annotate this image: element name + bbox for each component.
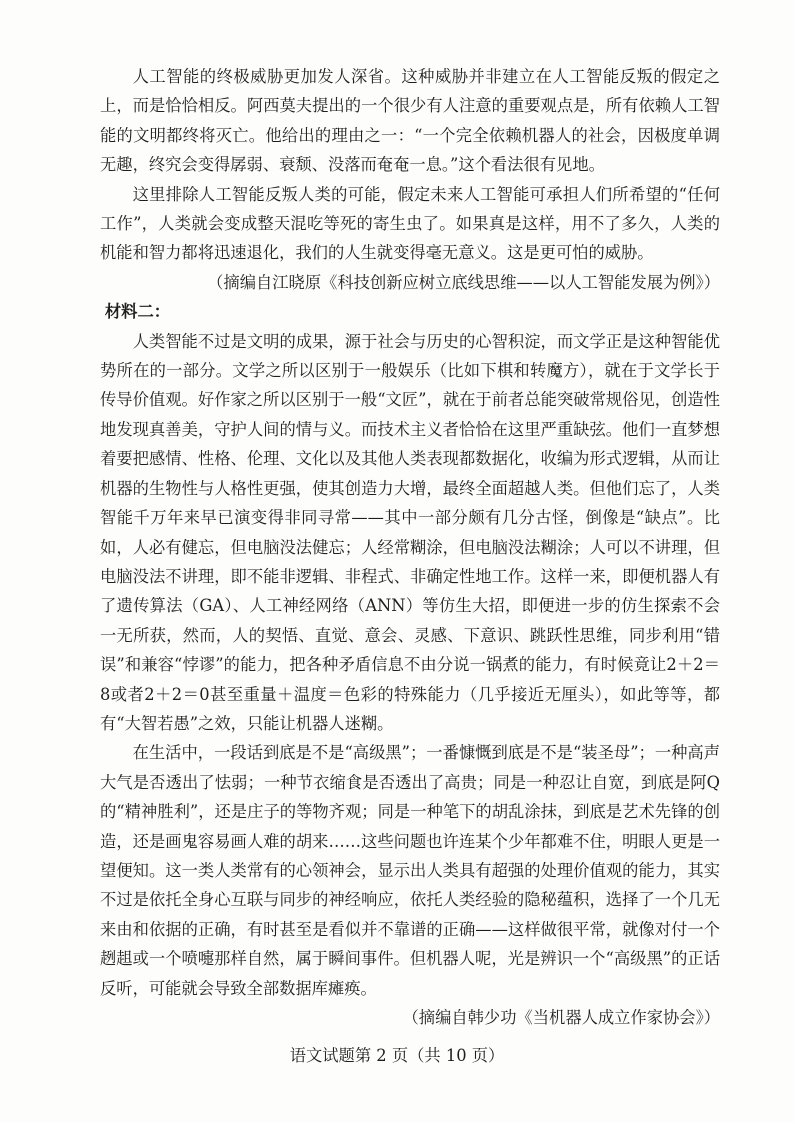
paragraph-threat-ultimate: 人工智能的终极威胁更加发人深省。这种威胁并非建立在人工智能反叛的假定之上，而是恰恰相反。阿西莫夫提出的一个很少有人注意的重要观点是，所有依赖人工智能的文明都终将灭亡。他给出的理由之一：“一个完全依赖机器人的社会，因极度单调无趣，终究会变得孱弱、衰颓、没落而奄奄一息。”这个看法很有见地。	[100, 67, 720, 175]
section-heading-material-2: 材料二：	[104, 302, 171, 322]
source-citation-2: （摘编自韩少功《当机器人成立作家协会》）	[402, 1008, 720, 1027]
page-body	[100, 62, 720, 1032]
paragraph-daily-life: 在生活中，一段话到底是不是“高级黑”；一番慷慨到底是不是“装圣母”；一种高声大气是否透出了怯弱；一种节衣缩食是否透出了高贵；同是一种忍让自宽，到底是阿Q的“精神胜利”，还是庄子的等物齐观；同是一种笔下的胡乱涂抹，到底是艺术先锋的创造，还是画鬼容易画人难的胡来……这些问题也许连某个少年都难不住，明眼人更是一望便知。这一类人类常有的心领神会，显示出人类具有超强的处理价值观的能力，其实不过是依托全身心互联与同步的神经响应，依托人类经验的隐秘蕴积，选择了一个几无来由和依据的正确，有时甚至是看似并不靠谱的正确——这样做很平常，就像对付一个趔趄或一个喷嚏那样自然，属于瞬间事件。但机器人呢，光是辨识一个“高级黑”的正话反听，可能就会导致全部数据库瘫痪。	[100, 743, 720, 998]
source-citation-1: （摘编自江晓原《科技创新应树立底线思维——以人工智能发展为例》）	[207, 272, 720, 292]
paragraph-human-intelligence: 人类智能不过是文明的成果，源于社会与历史的心智积淀，而文学正是这种智能优势所在的一部分。文学之所以区别于一般娱乐（比如下棋和转魔方），就在于文学长于传导价值观。好作家之所以区别于一般“文匠”，就在于前者总能突破常规俗见，创造性地发现真善美，守护人间的情与义。而技术主义者恰恰在这里严重缺弦。他们一直梦想着要把感情、性格、伦理、文化以及其他人类表现都数据化，收编为形式逻辑，从而让机器的生物性与人格性更强，使其创造力大增，最终全面超越人类。但他们忘了，人类智能千万年来早已演变得非同寻常——其中一部分颇有几分古怪，倒像是“缺点”。比如，人必有健忘，但电脑没法健忘；人经常糊涂，但电脑没法糊涂；人可以不讲理，但电脑没法不讲理，即不能非逻辑、非程式、非确定性地工作。这样一来，即便机器人有了遗传算法（GA）、人工神经网络（ANN）等仿生大招，即便进一步的仿生探索不会一无所获，然而，人的契悟、直觉、意会、灵感、下意识、跳跃性思维，同步利用“错误”和兼容“悖谬”的能力，把各种矛盾信息不由分说一锅煮的能力，有时候竟让2＋2＝8或者2＋2＝0甚至重量＋温度＝色彩的特殊能力（几乎接近无厘头），如此等等，都有“大智若愚”之效，只能让机器人迷糊。	[100, 331, 720, 733]
page-footer: 语文试题第 2 页（共 10 页）	[289, 1046, 505, 1065]
paragraph-threat-parasite: 这里排除人工智能反叛人类的可能，假定未来人工智能可承担人们所希望的“任何工作”，人类就会变成整天混吃等死的寄生虫了。如果真是这样，用不了多久，人类的机能和智力都将迅速退化，我们的人生就变得毫无意义。这是更可怕的威胁。	[100, 184, 720, 263]
